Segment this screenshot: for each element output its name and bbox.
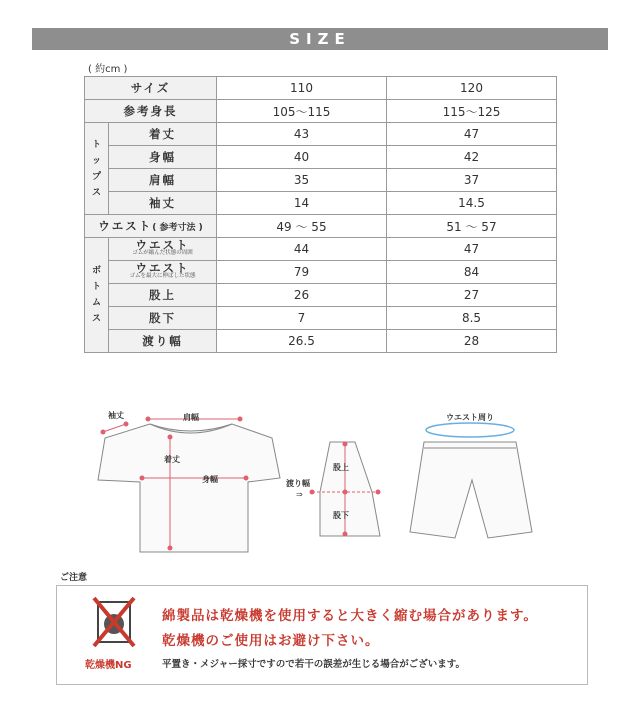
cell: 37 bbox=[387, 169, 557, 192]
table-row bbox=[85, 146, 557, 169]
waist-label: ウエスト bbox=[135, 261, 190, 275]
group-char: ボ bbox=[91, 266, 101, 276]
dryer-ng-label: 乾燥機NG bbox=[85, 660, 132, 671]
tshirt-illustration bbox=[98, 424, 280, 552]
label-length: 着丈 bbox=[164, 455, 180, 464]
arrow-icon: ⇒ bbox=[296, 490, 303, 499]
cell: 42 bbox=[387, 146, 557, 169]
cell: 115〜125 bbox=[387, 100, 557, 123]
group-char: ト bbox=[91, 282, 101, 292]
measurement-note: 平置き・メジャー採寸ですので若干の誤差が生じる場合がございます。 bbox=[162, 659, 466, 670]
row-label bbox=[85, 215, 217, 238]
table-row bbox=[85, 261, 557, 284]
cell: 43 bbox=[217, 123, 387, 146]
cell: 28 bbox=[387, 330, 557, 353]
size-table bbox=[84, 76, 557, 353]
label-sleeve: 袖丈 bbox=[108, 411, 124, 420]
cell: 79 bbox=[217, 261, 387, 284]
label-thigh: 渡り幅 bbox=[286, 479, 310, 488]
cell: 26.5 bbox=[217, 330, 387, 353]
cell: 44 bbox=[217, 238, 387, 261]
row-label: 参考身長 bbox=[85, 100, 217, 123]
table-row bbox=[85, 192, 557, 215]
table-row bbox=[85, 330, 557, 353]
size-110: 110 bbox=[217, 77, 387, 100]
waist-label: ウエスト bbox=[135, 238, 190, 252]
cell: 14 bbox=[217, 192, 387, 215]
row-label: 股下 bbox=[109, 307, 217, 330]
table-row bbox=[85, 238, 557, 261]
table-row bbox=[85, 100, 557, 123]
shorts-side-illustration bbox=[320, 442, 380, 536]
size-120: 120 bbox=[387, 77, 557, 100]
cell: 27 bbox=[387, 284, 557, 307]
cell: 47 bbox=[387, 123, 557, 146]
table-row bbox=[85, 215, 557, 238]
row-label bbox=[109, 261, 217, 284]
waist-note: ゴムが縮んだ状態の周囲 bbox=[132, 250, 193, 256]
warning-avoid-dryer: 乾燥機のご使用はお避け下さい。 bbox=[162, 633, 380, 649]
table-row bbox=[85, 307, 557, 330]
label-inseam: 股下 bbox=[333, 511, 349, 520]
size-banner: SIZE bbox=[32, 28, 608, 50]
cell: 26 bbox=[217, 284, 387, 307]
row-label: 身幅 bbox=[109, 146, 217, 169]
row-label: 袖丈 bbox=[109, 192, 217, 215]
row-label bbox=[109, 238, 217, 261]
cell: 14.5 bbox=[387, 192, 557, 215]
cell: 105〜115 bbox=[217, 100, 387, 123]
cell: 49 〜 55 bbox=[217, 215, 387, 238]
row-label: 肩幅 bbox=[109, 169, 217, 192]
waist-label: ウエスト bbox=[98, 219, 153, 233]
label-waist-around: ウエスト周り bbox=[446, 413, 494, 422]
size-header-label: サイズ bbox=[85, 77, 217, 100]
shorts-front-illustration bbox=[410, 442, 532, 538]
group-char: ス bbox=[91, 187, 101, 198]
group-char: ト bbox=[91, 139, 101, 150]
label-width: 身幅 bbox=[202, 475, 218, 484]
cell: 8.5 bbox=[387, 307, 557, 330]
table-row bbox=[85, 284, 557, 307]
row-label: 股上 bbox=[109, 284, 217, 307]
group-char: ム bbox=[91, 298, 101, 308]
waist-ring bbox=[426, 423, 514, 437]
notice-title: ご注意 bbox=[60, 573, 88, 583]
cell: 47 bbox=[387, 238, 557, 261]
cell: 84 bbox=[387, 261, 557, 284]
row-label: 渡り幅 bbox=[109, 330, 217, 353]
waist-note: ゴムを最大に伸ばした状態 bbox=[129, 273, 196, 279]
waist-ref-note: ( 参考寸法 ) bbox=[152, 223, 203, 233]
bottoms-group-label bbox=[85, 238, 109, 353]
measurement-diagram bbox=[0, 400, 640, 560]
table-header-row bbox=[85, 77, 557, 100]
dryer-ng-icon bbox=[92, 596, 136, 648]
table-row bbox=[85, 169, 557, 192]
tops-group-label bbox=[85, 123, 109, 215]
label-shoulder: 肩幅 bbox=[183, 413, 199, 422]
cell: 40 bbox=[217, 146, 387, 169]
group-char: ス bbox=[91, 314, 101, 324]
notice-box bbox=[56, 585, 588, 685]
group-char: プ bbox=[91, 171, 101, 182]
unit-label: ( 約cm ) bbox=[88, 64, 128, 75]
cell: 51 〜 57 bbox=[387, 215, 557, 238]
group-char: ッ bbox=[91, 155, 101, 166]
warning-shrink: 綿製品は乾燥機を使用すると大きく縮む場合があります。 bbox=[162, 608, 538, 624]
table-row bbox=[85, 123, 557, 146]
label-rise: 股上 bbox=[333, 463, 349, 472]
cell: 7 bbox=[217, 307, 387, 330]
cell: 35 bbox=[217, 169, 387, 192]
row-label: 着丈 bbox=[109, 123, 217, 146]
